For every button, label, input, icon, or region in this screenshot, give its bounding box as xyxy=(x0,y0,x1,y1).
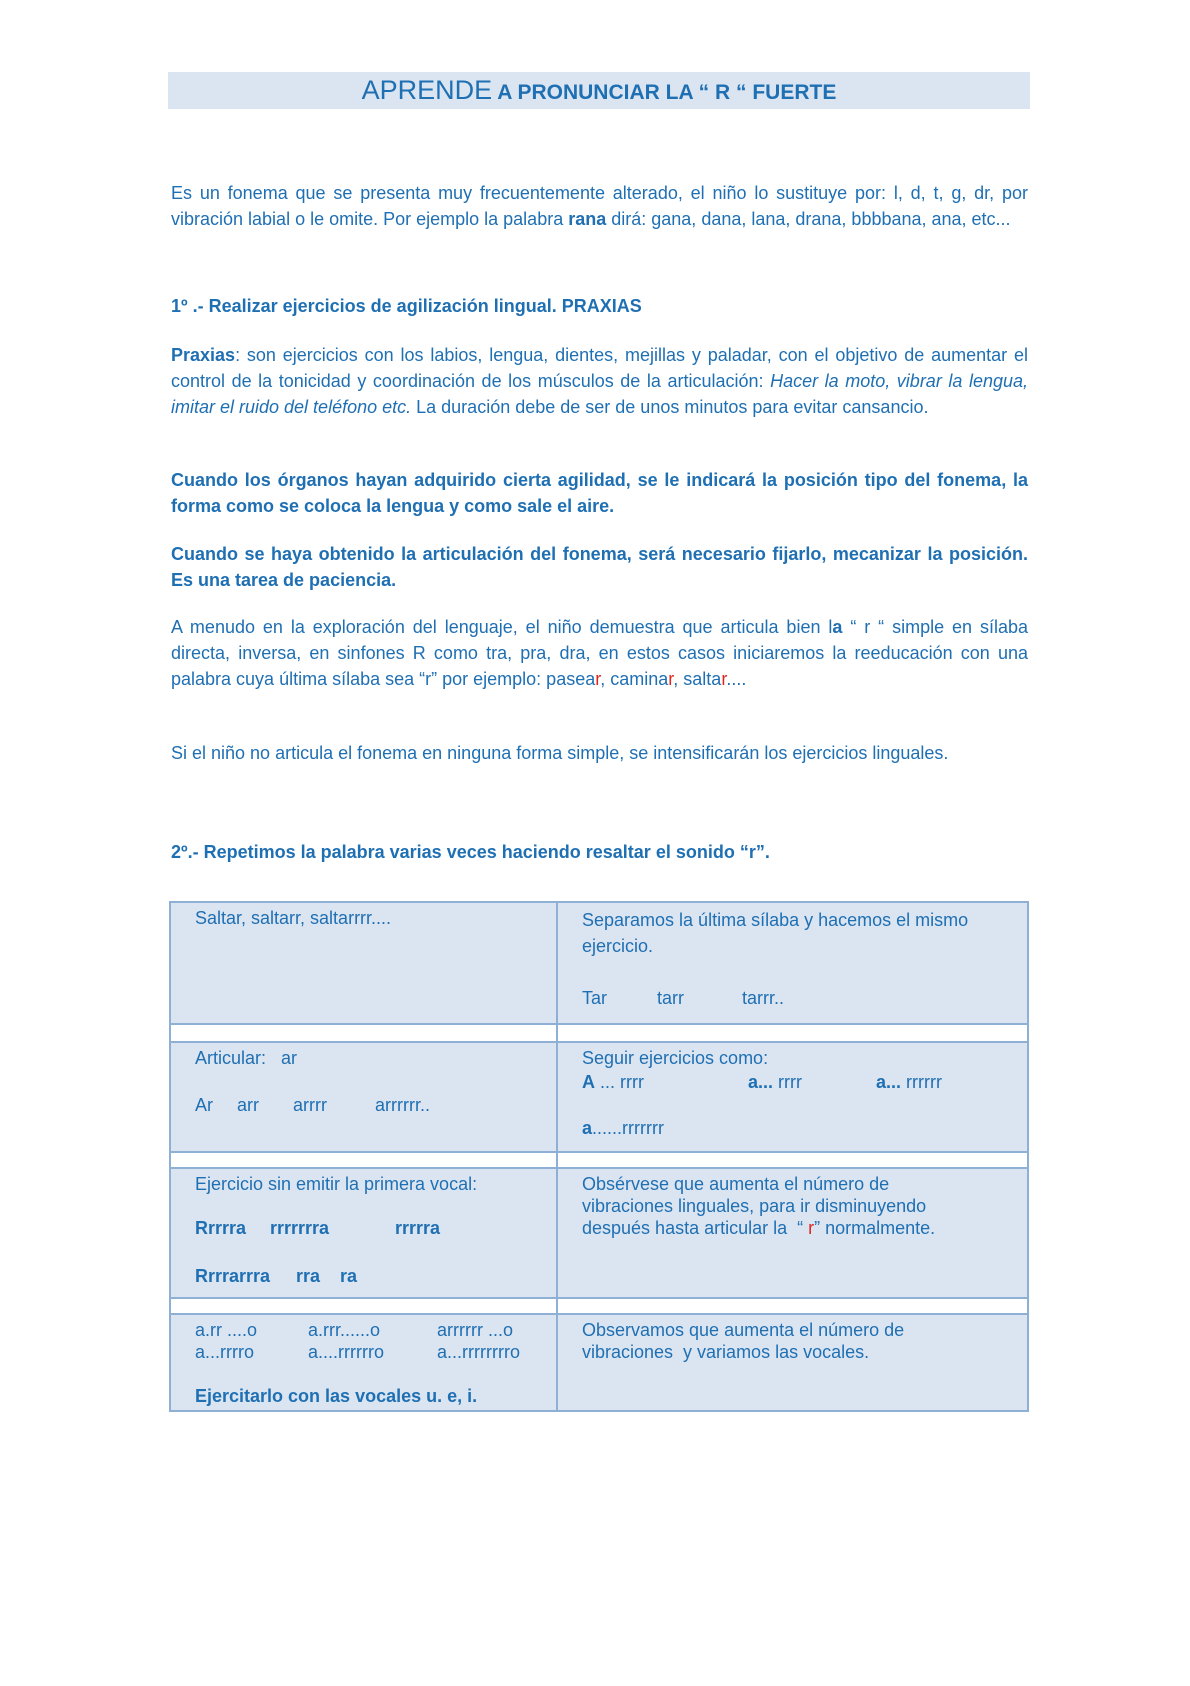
row3-right-line1: Obsérvese que aumenta el número de xyxy=(582,1174,890,1194)
title-part-aprende: APRENDE xyxy=(361,75,493,105)
table-row4-left xyxy=(171,1315,556,1410)
title-part-rest: A PRONUNCIAR LA “ R “ FUERTE xyxy=(492,81,837,104)
row1-left-text: Saltar, saltarr, saltarrrr.... xyxy=(195,908,392,928)
intro-text-after: dirá: gana, dana, lana, drana, bbbbana, ana, etc... xyxy=(606,209,1011,229)
row2-right-seq2 xyxy=(748,1071,802,1093)
row3-left-bold5: rra xyxy=(296,1266,321,1286)
row2-right-line1: Seguir ejercicios como: xyxy=(582,1048,769,1068)
row2-right-seq1 xyxy=(582,1071,644,1093)
row4-right-line1: Observamos que aumenta el número de xyxy=(582,1320,905,1340)
row1-right-line1: Separamos la última sílaba y hacemos el mismo xyxy=(582,910,969,930)
praxias-term: Praxias xyxy=(171,345,236,365)
exercise-table xyxy=(169,901,1029,1412)
row3-right-line3-a: después hasta articular la “ xyxy=(582,1218,809,1238)
row4-left-b: a.rrr......o xyxy=(308,1320,381,1340)
praxias-examples: Hacer la moto, vibrar la lengua, imitar el ruido del teléfono etc. xyxy=(171,371,1029,417)
row2-left-word4: arrrrrr.. xyxy=(375,1095,430,1115)
row1-right-word2: tarr xyxy=(657,988,684,1008)
red-r-caminar: r xyxy=(668,669,674,689)
row1-right-word3: tarrr.. xyxy=(742,988,785,1008)
row2-right-seq3 xyxy=(876,1071,942,1093)
table-column-divider xyxy=(556,903,558,1410)
exploration-p3: “ r “ simple en sílaba directa, inversa, en sinfones R como tra, pra, dra, en estos casos iniciaremos la reeducación con una palabra cuya última sílaba sea “r” por ejemplo: pasea xyxy=(171,617,1028,689)
exploration-p4: , camina xyxy=(600,669,669,689)
row3-left-bold3: rrrrra xyxy=(395,1218,441,1238)
seq4-r: ......rrrrrrr xyxy=(592,1118,664,1138)
row3-left-bold2: rrrrrrra xyxy=(270,1218,330,1238)
row1-right-line2: ejercicio. xyxy=(582,936,654,956)
row4-right-line2: vibraciones y variamos las vocales. xyxy=(582,1342,870,1362)
exploration-p1: A menudo en la exploración del lenguaje, el niño demuestra que articula bien l xyxy=(171,617,833,637)
row3-left-bold1: Rrrrra xyxy=(195,1218,247,1238)
row3-right-line3 xyxy=(582,1217,935,1239)
row4-left-d: a...rrrro xyxy=(195,1342,255,1362)
table-row2-right xyxy=(558,1043,1027,1151)
red-r-saltar: r xyxy=(721,669,727,689)
intro-word-rana: rana xyxy=(568,209,607,229)
row2-left-word2: arr xyxy=(237,1095,259,1115)
table-row3-right xyxy=(558,1169,1027,1297)
section-2-heading: 2º.- Repetimos la palabra varias veces haciendo resaltar el sonido “r”. xyxy=(171,842,770,862)
row4-left-a: a.rr ....o xyxy=(195,1320,258,1340)
seq2-vowel: a... xyxy=(748,1072,774,1092)
table-row3-left xyxy=(171,1169,556,1297)
intro-text-before: Es un fonema que se presenta muy frecuentemente alterado, el niño lo sustituye por: l, d, t, g, dr, por vibración labial o le omite. Por ejemplo la palabra xyxy=(171,183,1028,229)
intensify-paragraph: Si el niño no articula el fonema en ninguna forma simple, se intensificarán los ejercicios linguales. xyxy=(171,743,949,763)
exploration-p6: .... xyxy=(726,669,747,689)
table-row1-left xyxy=(171,903,556,1023)
section-1-heading: 1º .- Realizar ejercicios de agilización lingual. PRAXIAS xyxy=(171,296,642,316)
exploration-p5: , salta xyxy=(673,669,722,689)
table-row2-left xyxy=(171,1043,556,1151)
seq3-r: rrrrrr xyxy=(901,1072,942,1092)
seq1-vowel: A xyxy=(582,1072,595,1092)
agility-paragraph: Cuando los órganos hayan adquirido cierta agilidad, se le indicará la posición tipo del fonema, la forma como se coloca la lengua y como sale el aire. xyxy=(171,470,1028,516)
praxias-paragraph xyxy=(171,342,1028,420)
row4-left-f: a...rrrrrrrro xyxy=(437,1342,520,1362)
row2-left-word3: arrrr xyxy=(293,1095,327,1115)
table-row1-right xyxy=(558,903,1027,1023)
seq1-r: ... rrrr xyxy=(595,1072,644,1092)
table-divider xyxy=(171,1297,1027,1299)
row4-left-c: arrrrrr ...o xyxy=(437,1320,513,1340)
exploration-paragraph xyxy=(171,614,1028,692)
row3-red-r: r xyxy=(808,1218,815,1238)
row3-right-line3-b: ” normalmente. xyxy=(814,1218,936,1238)
table-row4-right xyxy=(558,1315,1027,1410)
row3-left-line1: Ejercicio sin emitir la primera vocal: xyxy=(195,1174,478,1194)
row2-left-word1: Ar xyxy=(195,1095,213,1115)
row2-left-line1: Articular: ar xyxy=(195,1048,298,1068)
intro-paragraph xyxy=(171,180,1028,232)
row4-left-e: a....rrrrrro xyxy=(308,1342,384,1362)
praxias-text: : son ejercicios con los labios, lengua, dientes, mejillas y paladar, con el objetivo de aumentar el control de la tonicidad y coordinación de los músculos de la articulación: xyxy=(171,345,1028,391)
seq3-vowel: a... xyxy=(876,1072,902,1092)
table-divider xyxy=(171,1023,1027,1025)
row3-left-bold6: ra xyxy=(340,1266,358,1286)
articulation-paragraph: Cuando se haya obtenido la articulación del fonema, será necesario fijarlo, mecanizar la posición. Es una tarea de paciencia. xyxy=(171,544,1028,590)
row1-right-word1: Tar xyxy=(582,988,608,1008)
row2-right-seq4 xyxy=(582,1117,664,1139)
table-divider xyxy=(171,1151,1027,1153)
exploration-p2: a xyxy=(832,617,843,637)
row3-right-line2: vibraciones linguales, para ir disminuyendo xyxy=(582,1196,927,1216)
red-r-pasear: r xyxy=(595,669,601,689)
seq4-vowel: a xyxy=(582,1118,593,1138)
page-title xyxy=(168,72,1030,109)
seq2-r: rrrr xyxy=(773,1072,802,1092)
row4-left-bold: Ejercitarlo con las vocales u. e, i. xyxy=(195,1386,478,1406)
praxias-after: La duración debe de ser de unos minutos para evitar cansancio. xyxy=(411,397,929,417)
row3-left-bold4: Rrrrarrra xyxy=(195,1266,271,1286)
